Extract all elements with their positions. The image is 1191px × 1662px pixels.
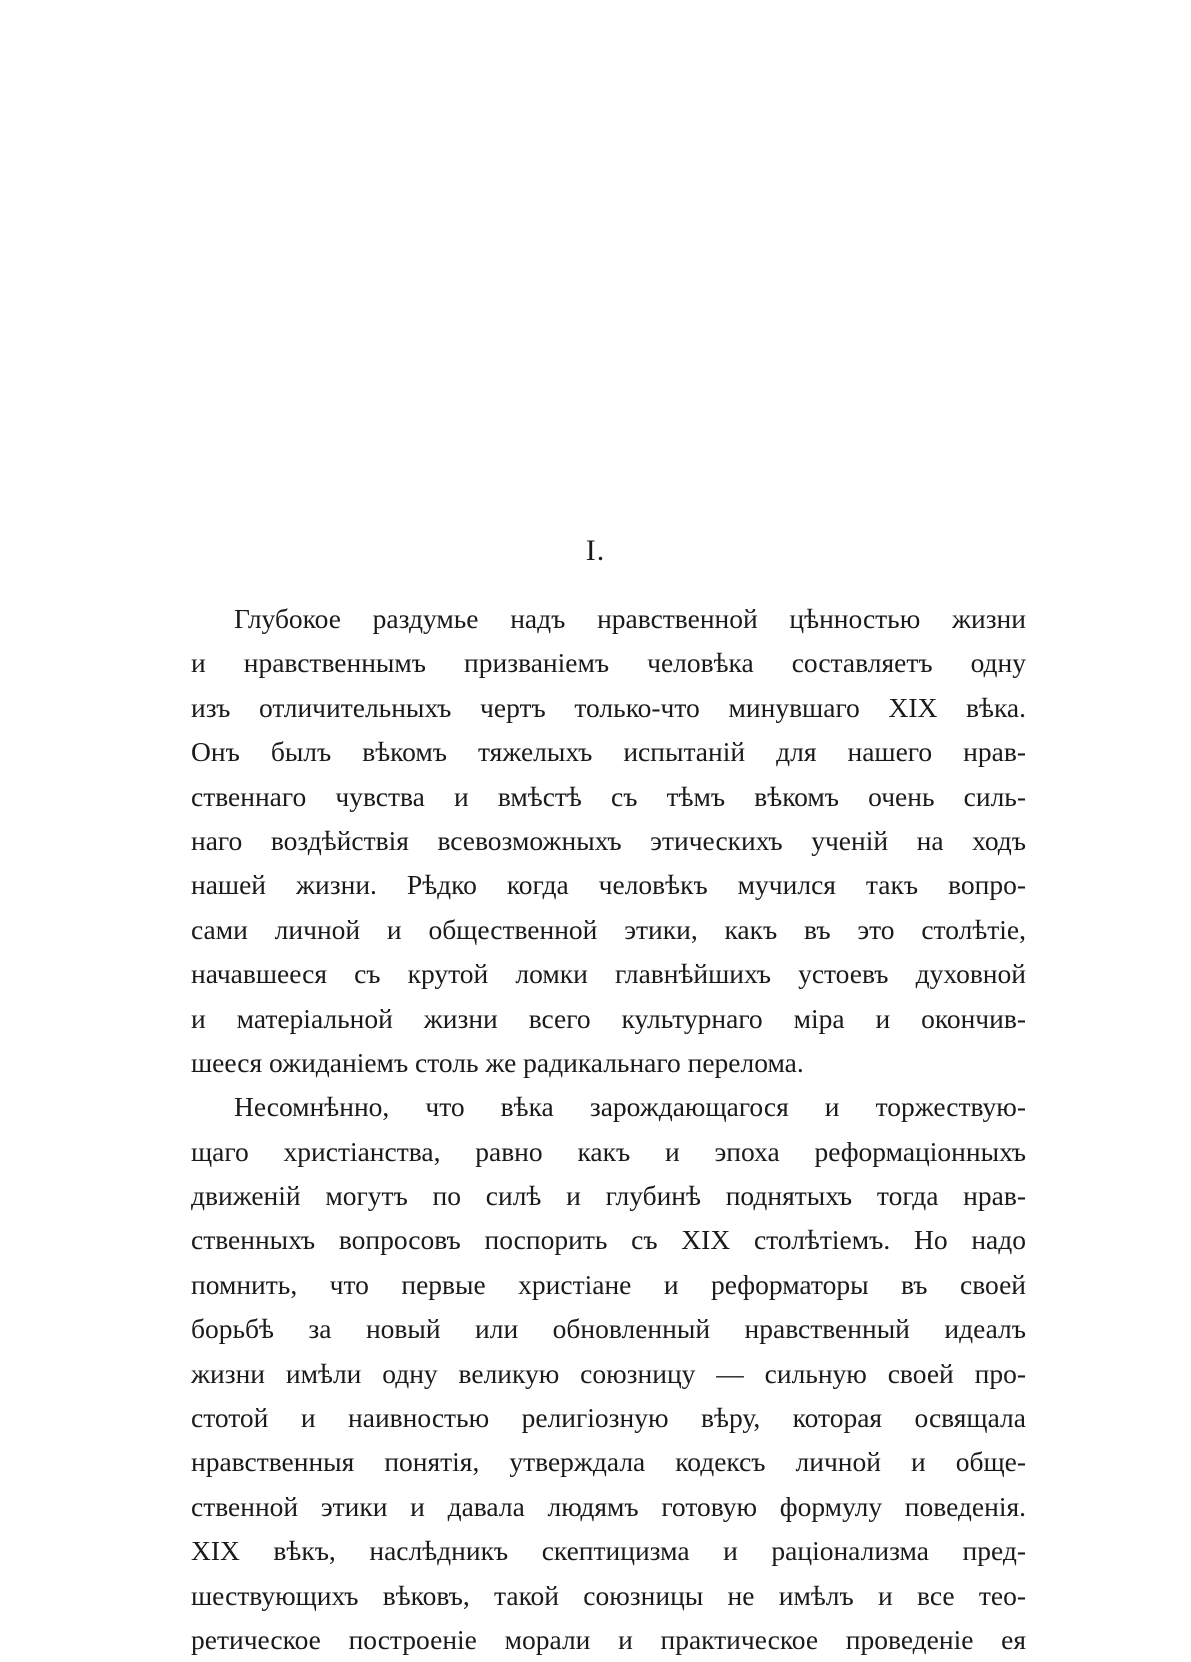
text-line: щаго христіанства, равно какъ и эпоха реформаціонныхъ (191, 1135, 1026, 1167)
text-line: Онъ былъ вѣкомъ тяжелыхъ испытаній для нашего нрав- (191, 736, 1026, 768)
text-line: наго воздѣйствія всевозможныхъ этическихъ ученій на ходъ (191, 824, 1026, 856)
text-line: движеній могутъ по силѣ и глубинѣ поднятыхъ тогда нрав- (191, 1180, 1026, 1212)
text-line: изъ отличительныхъ чертъ только-что минувшаго XIX вѣка. (191, 691, 1026, 723)
text-line: и матеріальной жизни всего культурнаго міра и окончив- (191, 1002, 1026, 1034)
text-line: Глубокое раздумье надъ нравственной цѣнностью жизни (234, 603, 1026, 634)
text-line: ретическое построеніе морали и практическое проведеніе ея (191, 1623, 1026, 1655)
text-line: борьбѣ за новый или обновленный нравственный идеалъ (191, 1313, 1026, 1345)
text-line: ственныхъ вопросовъ поспорить съ XIX столѣтіемъ. Но надо (191, 1224, 1026, 1256)
text-line: и нравственнымъ призваніемъ человѣка составляетъ одну (191, 647, 1026, 679)
text-line: ственной этики и давала людямъ готовую формулу поведенія. (191, 1490, 1026, 1522)
text-line: жизни имѣли одну великую союзницу — сильную своей про- (191, 1357, 1026, 1389)
chapter-number: I. (585, 534, 606, 567)
text-line: шееся ожиданіемъ столь же радикальнаго перелома. (191, 1046, 804, 1078)
text-line: начавшееся съ крутой ломки главнѣйшихъ устоевъ духовной (191, 958, 1026, 990)
text-line: помнить, что первые христіане и реформаторы въ своей (191, 1268, 1026, 1300)
text-line: нашей жизни. Рѣдко когда человѣкъ мучился такъ вопро- (191, 869, 1026, 901)
text-line: сами личной и общественной этики, какъ въ это столѣтіе, (191, 913, 1026, 945)
text-line: шествующихъ вѣковъ, такой союзницы не имѣлъ и все тео- (191, 1579, 1026, 1611)
text-line: XIX вѣкъ, наслѣдникъ скептицизма и раціонализма пред- (191, 1535, 1026, 1567)
text-line: нравственныя понятія, утверждала кодексъ личной и обще- (191, 1446, 1026, 1478)
text-line: стотой и наивностью религіозную вѣру, которая освящала (191, 1402, 1026, 1434)
paragraph-2 (191, 1085, 1026, 1662)
paragraph-1 (191, 597, 1026, 1085)
text-line: Несомнѣнно, что вѣка зарождающагося и торжествую- (234, 1091, 1026, 1123)
text-line: ственнаго чувства и вмѣстѣ съ тѣмъ вѣкомъ очень силь- (191, 780, 1026, 812)
body-text (191, 597, 1026, 1662)
